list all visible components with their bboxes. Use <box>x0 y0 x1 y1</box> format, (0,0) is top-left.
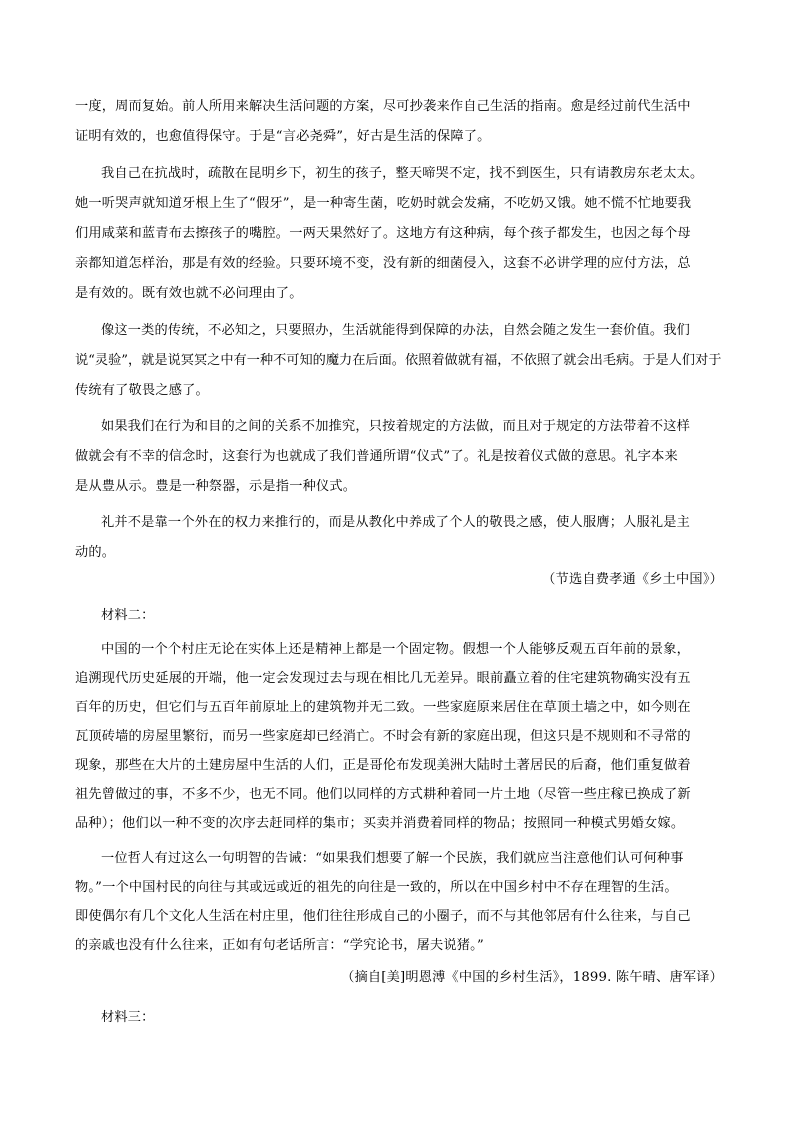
paragraph-1-line-1: 一度，周而复始。前人所用来解决生活问题的方案，尽可抄袭来作自己生活的指南。愈是经过前代生活中 <box>75 99 691 114</box>
source-citation-1: （节选自费孝通《乡土中国》） <box>542 572 723 587</box>
paragraph-6-line-5: 现象，那些在大片的土建房屋中生活的人们，正是哥伦布发现美洲大陆时土著居民的后裔，他们重复做着 <box>75 758 691 773</box>
paragraph-7-line-1: 一位哲人有过这么一句明智的告诫：“如果我们想要了解一个民族，我们就应当注意他们认可何种事 <box>101 851 684 866</box>
paragraph-3-line-2: 说“灵验”，就是说冥冥之中有一种不可知的魔力在后面。依照着做就有福，不依照了就会出毛病。于是人们对于 <box>75 353 722 368</box>
paragraph-4-line-2: 做就会有不幸的信念时，这套行为也就成了我们普通所谓“仪式”了。礼是按着仪式做的意思。礼字本来 <box>75 449 678 464</box>
source-citation-2: （摘自[美]明恩溥《中国的乡村生活》，1899. 陈午晴、唐军译） <box>341 970 723 985</box>
paragraph-3-line-1: 像这一类的传统，不必知之，只要照办，生活就能得到保障的办法，自然会随之发生一套价值。我们 <box>101 323 691 338</box>
paragraph-1-line-2: 证明有效的，也愈值得保守。于是“言必尧舜”，好古是生活的保障了。 <box>75 129 491 144</box>
paragraph-4-line-3: 是从豊从示。豊是一种祭器，示是指一种仪式。 <box>75 479 357 494</box>
section-heading-material-2: 材料二： <box>101 608 155 623</box>
paragraph-6-line-1: 中国的一个个村庄无论在实体上还是精神上都是一个固定物。假想一个人能够反观五百年前的景象， <box>101 642 691 657</box>
paragraph-5-line-2: 动的。 <box>75 545 116 560</box>
paragraph-6-line-3: 百年的历史，但它们与五百年前原址上的建筑物并无二致。一些家庭原来居住在草顶土墙之中，如今则在 <box>75 700 691 715</box>
paragraph-6-line-6: 祖先曾做过的事，不多不少，也无不同。他们以同样的方式耕种着同一片土地（尽管一些庄稼已换成了新 <box>75 787 691 802</box>
paragraph-6-line-7: 品种）；他们以一种不变的次序去赶同样的集市；买卖并消费着同样的物品；按照同一种模式男婚女嫁。 <box>75 816 685 831</box>
paragraph-7-line-2: 物。”一个中国村民的向往与其或远或近的祖先的向往是一致的，所以在中国乡村中不存在理智的生活。 <box>75 880 678 895</box>
paragraph-6-line-4: 瓦顶砖墙的房屋里繁衍，而另一些家庭却已经消亡。不时会有新的家庭出现，但这只是不规则和不寻常的 <box>75 729 691 744</box>
paragraph-5-line-1: 礼并不是靠一个外在的权力来推行的，而是从教化中养成了个人的敬畏之感，使人服膺；人服礼是主 <box>101 515 691 530</box>
paragraph-2-line-1: 我自己在抗战时，疏散在昆明乡下，初生的孩子，整天啼哭不定，找不到医生，只有请教房东老太太。 <box>101 166 704 181</box>
paragraph-2-line-4: 亲都知道怎样治，那是有效的经验。只要环境不变，没有新的细菌侵入，这套不必讲学理的应付方法，总 <box>75 256 691 271</box>
paragraph-2-line-3: 们用咸菜和蓝青布去擦孩子的嘴腔。一两天果然好了。这地方有这种病，每个孩子都发生，也因之每个母 <box>75 226 691 241</box>
paragraph-2-line-5: 是有效的。既有效也就不必问理由了。 <box>75 286 303 301</box>
paragraph-7-line-4: 的亲戚也没有什么往来，正如有句老话所言：“学究论书，屠夫说猪。” <box>75 938 484 953</box>
paragraph-2-line-2: 她一听哭声就知道牙根上生了“假牙”，是一种寄生菌，吃奶时就会发痛，不吃奶又饿。她不慌不忙地要我 <box>75 196 692 211</box>
paragraph-7-line-3: 即使偶尔有几个文化人生活在村庄里，他们往往形成自己的小圈子，而不与其他邻居有什么往来，与自己 <box>75 909 691 924</box>
paragraph-6-line-2: 追溯现代历史延展的开端，他一定会发现过去与现在相比几无差异。眼前矗立着的住宅建筑物确实没有五 <box>75 671 691 686</box>
paragraph-4-line-1: 如果我们在行为和目的之间的关系不加推究，只按着规定的方法做，而且对于规定的方法带着不这样 <box>101 419 691 434</box>
paragraph-3-line-3: 传统有了敬畏之感了。 <box>75 383 209 398</box>
section-heading-material-3: 材料三： <box>101 1010 155 1025</box>
